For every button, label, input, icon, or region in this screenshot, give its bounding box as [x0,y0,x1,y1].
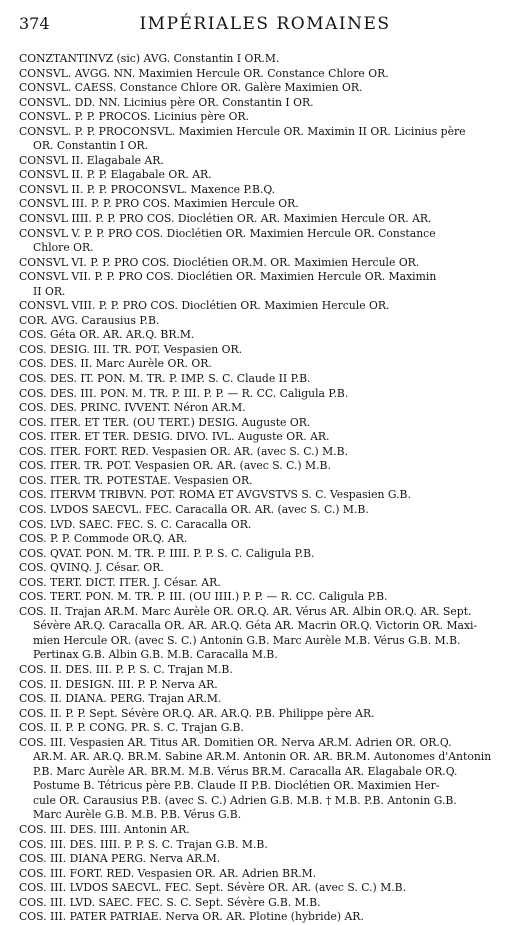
legend-entry [19,343,511,358]
entry-line: COS. P. P. Commode OR.Q. AR. [19,532,188,546]
entry-continuation-line: Marc Aurèle G.B. M.B. P.B. Vérus G.B. [33,808,242,822]
legend-entry [19,518,511,533]
entry-continuation-line: Postume B. Tétricus père P.B. Claude II P.B. Dioclétien OR. Maximien Her- [33,779,440,793]
legend-entry [19,430,511,445]
entry-line: COS. TERT. DICT. ITER. J. César. AR. [19,575,221,589]
entry-continuation-line: cule OR. Carausius P.B. (avec S. C.) Adrien G.B. M.B. † M.B. P.B. Antonin G.B. [33,793,457,807]
legend-entry [19,838,511,853]
legend-entry [19,168,511,183]
entry-line: COS. II. P. P. CONG. PR. S. C. Trajan G.B. [19,721,244,735]
legend-entry [19,736,511,823]
page-number: 374 [19,14,50,33]
entry-line: COS. II. P. P. Sept. Sévère OR.Q. AR. AR.Q. P.B. Philippe père AR. [19,706,375,720]
legend-entry [19,663,511,678]
legend-entry [19,721,511,736]
entry-line: CONSVL. P. P. PROCOS. Licinius père OR. [19,110,250,124]
entry-line: COS. ITER. TR. POTESTAE. Vespasien OR. [19,473,253,487]
entry-continuation-line: AR.M. AR. AR.Q. BR.M. Sabine AR.M. Antonin OR. AR. BR.M. Autonomes d'Antonin [33,750,492,764]
legend-entry [19,197,511,212]
entry-line: COS. LVDOS SAECVL. FEC. Caracalla OR. AR. (avec S. C.) M.B. [19,502,369,516]
legend-entry [19,590,511,605]
entry-line: COS. ITER. ET TER. DESIG. DIVO. IVL. Auguste OR. AR. [19,430,330,444]
entry-line: COS. III. DES. IIII. P. P. S. C. Trajan G.B. M.B. [19,837,268,851]
entry-continuation-line: P.B. Marc Aurèle AR. BR.M. M.B. Vérus BR.M. Caracalla AR. Elagabale OR.Q. [33,764,458,778]
legend-entry [19,488,511,503]
entry-line: CONSVL VI. P. P. PRO COS. Dioclétien OR.M. OR. Maximien Hercule OR. [19,255,420,269]
entry-line: CONSVL. CAESS. Constance Chlore OR. Galère Maximien OR. [19,81,363,95]
entry-line: CONZTANTINVZ (sic) AVG. Constantin I OR.M. [19,52,280,65]
legend-entry [19,503,511,518]
entry-line: COS. DES. II. Marc Aurèle OR. OR. [19,357,212,371]
entry-line: CONSVL. DD. NN. Licinius père OR. Constantin I OR. [19,95,314,109]
entry-continuation-line: OR. Constantin I OR. [33,139,149,153]
entry-line: COS. II. DIANA. PERG. Trajan AR.M. [19,692,222,706]
entry-line: COS. DES. PRINC. IVVENT. Néron AR.M. [19,401,246,415]
legend-entry [19,52,511,67]
entry-line: COS. III. FORT. RED. Vespasien OR. AR. Adrien BR.M. [19,866,317,880]
entry-line: COS. ITER. FORT. RED. Vespasien OR. AR. (avec S. C.) M.B. [19,444,349,458]
entry-line: CONSVL III. P. P. PRO COS. Maximien Hercule OR. [19,197,299,211]
entry-line: COS. III. LVD. SAEC. FEC. S. C. Sept. Sévère G.B. M.B. [19,895,321,909]
entry-line: CONSVL. AVGG. NN. Maximien Hercule OR. Constance Chlore OR. [19,66,389,80]
entry-continuation-line: Sévère AR.Q. Caracalla OR. AR. AR.Q. Géta AR. Macrin OR.Q. Victorin OR. Maxi- [33,619,478,633]
legend-entry [19,387,511,402]
legend-entry [19,96,511,111]
legend-entry [19,474,511,489]
entry-line: COS. DES. IT. PON. M. TR. P. IMP. S. C. Claude II P.B. [19,372,311,386]
legend-entry [19,532,511,547]
legend-entry [19,867,511,882]
entry-line: COS. ITERVM TRIBVN. POT. ROMA ET AVGVSTVS S. C. Vespasien G.B. [19,488,411,502]
legend-entry [19,212,511,227]
entry-line: COS. DES. III. PON. M. TR. P. III. P. P. — R. CC. Caligula P.B. [19,386,349,400]
entry-line: COR. AVG. Carausius P.B. [19,313,160,327]
legend-entry [19,910,511,925]
entry-line: COS. TERT. PON. M. TR. P. III. (OU IIII.) P. P. — R. CC. Caligula P.B. [19,590,388,604]
legend-entry [19,125,511,154]
entry-line: COS. III. Vespasien AR. Titus AR. Domitien OR. Nerva AR.M. Adrien OR. OR.Q. [19,735,452,749]
entry-line: COS. ITER. TR. POT. Vespasien OR. AR. (avec S. C.) M.B. [19,459,331,473]
legend-entry [19,372,511,387]
entry-continuation-line: Chlore OR. [33,241,94,255]
legend-entry [19,227,511,256]
legend-entry [19,154,511,169]
legend-entry [19,81,511,96]
entry-line: COS. LVD. SAEC. FEC. S. C. Caracalla OR. [19,517,252,531]
legend-entry [19,605,511,663]
legend-entry [19,357,511,372]
legend-entry [19,881,511,896]
entry-line: COS. DESIG. III. TR. POT. Vespasien OR. [19,342,243,356]
legend-entry [19,299,511,314]
entry-line: CONSVL V. P. P. PRO COS. Dioclétien OR. Maximien Hercule OR. Constance [19,226,436,240]
entry-continuation-line: Pertinax G.B. Albin G.B. M.B. Caracalla M.B. [33,648,278,662]
entry-line: CONSVL II. P. P. PROCONSVL. Maxence P.B.Q. [19,182,276,196]
legend-entry [19,459,511,474]
legend-entry [19,183,511,198]
entry-line: CONSVL II. P. P. Elagabale OR. AR. [19,168,212,182]
legend-entry [19,896,511,911]
entry-continuation-line: II OR. [33,284,66,298]
running-title: IMPÉRIALES ROMAINES [139,14,391,34]
entry-line: COS. II. DESIGN. III. P. P. Nerva AR. [19,677,218,691]
legend-entry [19,328,511,343]
legend-entry [19,67,511,82]
entry-list [19,52,511,925]
entry-line: CONSVL VIII. P. P. PRO COS. Dioclétien OR. Maximien Hercule OR. [19,299,390,313]
entry-line: COS. QVAT. PON. M. TR. P. IIII. P. P. S. C. Caligula P.B. [19,546,315,560]
entry-line: COS. III. PATER PATRIAE. Nerva OR. AR. Plotine (hybride) AR. [19,910,364,924]
legend-entry [19,314,511,329]
legend-entry [19,110,511,125]
entry-line: COS. III. DES. IIII. Antonin AR. [19,822,190,836]
entry-line: CONSVL II. Elagabale AR. [19,153,164,167]
legend-entry [19,445,511,460]
entry-line: CONSVL. P. P. PROCONSVL. Maximien Hercule OR. Maximin II OR. Licinius père [19,124,466,138]
legend-entry [19,416,511,431]
legend-entry [19,692,511,707]
legend-entry [19,823,511,838]
entry-line: COS. II. Trajan AR.M. Marc Aurèle OR. OR.Q. AR. Vérus AR. Albin OR.Q. AR. Sept. [19,604,472,618]
legend-entry [19,401,511,416]
page-header [19,14,511,38]
legend-entry [19,270,511,299]
entry-line: COS. II. DES. III. P. P. S. C. Trajan M.B. [19,662,233,676]
legend-entry [19,678,511,693]
entry-line: COS. QVINQ. J. César. OR. [19,561,164,575]
legend-entry [19,561,511,576]
entry-line: COS. Géta OR. AR. AR.Q. BR.M. [19,328,195,342]
entry-line: CONSVL IIII. P. P. PRO COS. Dioclétien OR. AR. Maximien Hercule OR. AR. [19,212,432,226]
legend-entry [19,852,511,867]
entry-line: COS. III. DIANA PERG. Nerva AR.M. [19,852,221,866]
entry-continuation-line: mien Hercule OR. (avec S. C.) Antonin G.B. Marc Aurèle M.B. Vérus G.B. M.B. [33,633,461,647]
entry-line: COS. ITER. ET TER. (OU TERT.) DESIG. Auguste OR. [19,415,311,429]
legend-entry [19,707,511,722]
entry-line: CONSVL VII. P. P. PRO COS. Dioclétien OR. Maximien Hercule OR. Maximin [19,270,437,284]
legend-entry [19,256,511,271]
legend-entry [19,547,511,562]
legend-entry [19,576,511,591]
entry-line: COS. III. LVDOS SAECVL. FEC. Sept. Sévère OR. AR. (avec S. C.) M.B. [19,881,407,895]
